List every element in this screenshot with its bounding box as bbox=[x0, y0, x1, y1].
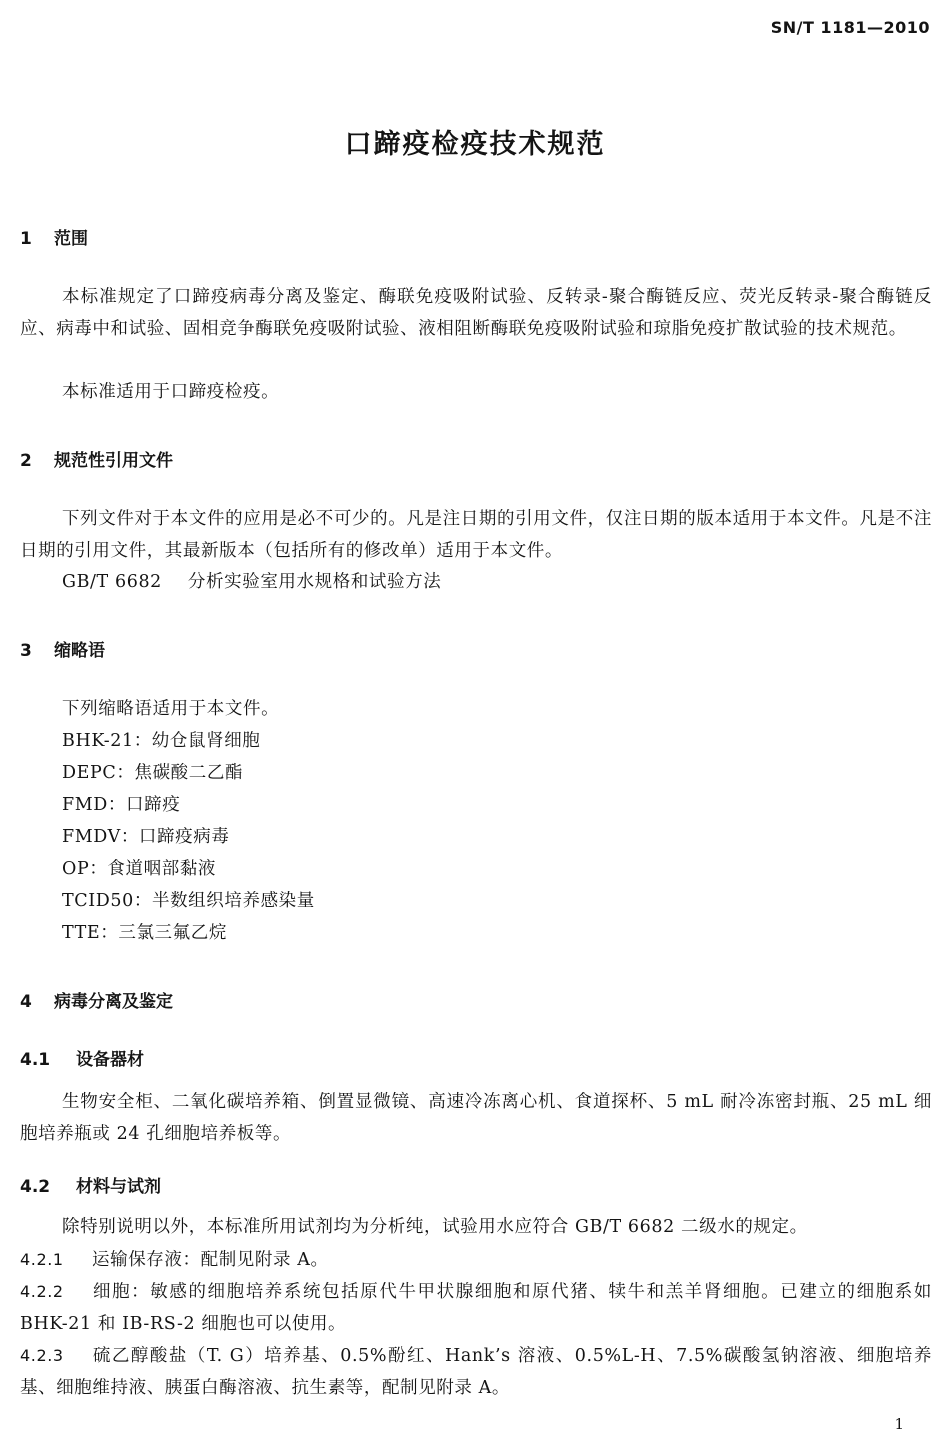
section-1-paragraph-1: 本标准规定了口蹄疫病毒分离及鉴定、酶联免疫吸附试验、反转录-聚合酶链反应、荧光反转录-聚合酶链反应、病毒中和试验、固相竞争酶联免疫吸附试验、液相阻断酶联免疫吸附试验和琼脂免疫扩散试验的技术规范。 bbox=[20, 287, 932, 339]
abbreviation-item: FMDV：口蹄疫病毒 bbox=[62, 827, 230, 847]
section-1-heading bbox=[20, 224, 88, 249]
clause-text: 细胞：敏感的细胞培养系统包括原代牛甲状腺细胞和原代猪、犊牛和羔羊肾细胞。已建立的细胞系如 BHK-21 和 IB-RS-2 细胞也可以使用。 bbox=[20, 1282, 932, 1334]
abbreviation-item: TTE：三氯三氟乙烷 bbox=[62, 923, 227, 943]
section-4-1-paragraph: 生物安全柜、二氧化碳培养箱、倒置显微镜、高速冷冻离心机、食道探杯、5 mL 耐冷冻密封瓶、25 mL 细胞培养瓶或 24 孔细胞培养板等。 bbox=[20, 1092, 932, 1144]
document-title: 口蹄疫检疫技术规范 bbox=[344, 129, 606, 160]
clause-4-2-1 bbox=[20, 1244, 932, 1277]
reference-code: GB/T 6682 bbox=[62, 572, 162, 592]
abbreviation-item: DEPC：焦碳酸二乙酯 bbox=[62, 763, 244, 783]
section-2-paragraph-1: 下列文件对于本文件的应用是必不可少的。凡是注日期的引用文件，仅注日期的版本适用于本文件。凡是不注日期的引用文件，其最新版本（包括所有的修改单）适用于本文件。 bbox=[20, 509, 932, 561]
section-4-2-heading bbox=[20, 1172, 161, 1197]
clause-4-2-3 bbox=[20, 1340, 932, 1404]
section-title: 病毒分离及鉴定 bbox=[54, 992, 173, 1012]
section-title: 材料与试剂 bbox=[76, 1177, 161, 1197]
abbreviation-item: TCID50：半数组织培养感染量 bbox=[62, 891, 315, 911]
page-number: 1 bbox=[894, 1415, 904, 1433]
section-number: 4.1 bbox=[20, 1050, 51, 1070]
clause-4-2-2 bbox=[20, 1276, 932, 1340]
abbreviation-item: BHK-21：幼仓鼠肾细胞 bbox=[62, 731, 261, 751]
clause-number: 4.2.3 bbox=[20, 1346, 64, 1365]
reference-title: 分析实验室用水规格和试验方法 bbox=[187, 572, 442, 592]
abbreviations-intro: 下列缩略语适用于本文件。 bbox=[62, 699, 280, 719]
abbreviation-item: FMD：口蹄疫 bbox=[62, 795, 181, 815]
section-title: 设备器材 bbox=[76, 1050, 144, 1070]
clause-number: 4.2.2 bbox=[20, 1282, 64, 1301]
section-number: 4.2 bbox=[20, 1177, 51, 1197]
normative-reference bbox=[62, 567, 441, 599]
section-4-1-heading bbox=[20, 1045, 144, 1070]
section-number: 1 bbox=[20, 229, 32, 249]
clause-number: 4.2.1 bbox=[20, 1250, 64, 1269]
section-number: 2 bbox=[20, 451, 32, 471]
section-number: 3 bbox=[20, 641, 32, 661]
section-title: 规范性引用文件 bbox=[54, 451, 173, 471]
abbreviation-item: OP：食道咽部黏液 bbox=[62, 859, 217, 879]
section-number: 4 bbox=[20, 992, 32, 1012]
section-1-paragraph-2: 本标准适用于口蹄疫检疫。 bbox=[62, 382, 280, 402]
section-4-2-paragraph: 除特别说明以外，本标准所用试剂均为分析纯，试验用水应符合 GB/T 6682 二级水的规定。 bbox=[62, 1217, 808, 1237]
section-title: 缩略语 bbox=[54, 641, 105, 661]
clause-text: 运输保存液：配制见附录 A。 bbox=[92, 1250, 329, 1270]
clause-text: 硫乙醇酸盐（T. G）培养基、0.5%酚红、Hank’s 溶液、0.5%L-H、7.5%碳酸氢钠溶液、细胞培养基、细胞维持液、胰蛋白酶溶液、抗生素等，配制见附录 A。 bbox=[20, 1346, 932, 1398]
section-title: 范围 bbox=[54, 229, 88, 249]
section-3-heading bbox=[20, 636, 105, 661]
section-2-heading bbox=[20, 446, 173, 471]
standard-code: SN/T 1181—2010 bbox=[770, 18, 930, 37]
section-4-heading bbox=[20, 987, 173, 1012]
